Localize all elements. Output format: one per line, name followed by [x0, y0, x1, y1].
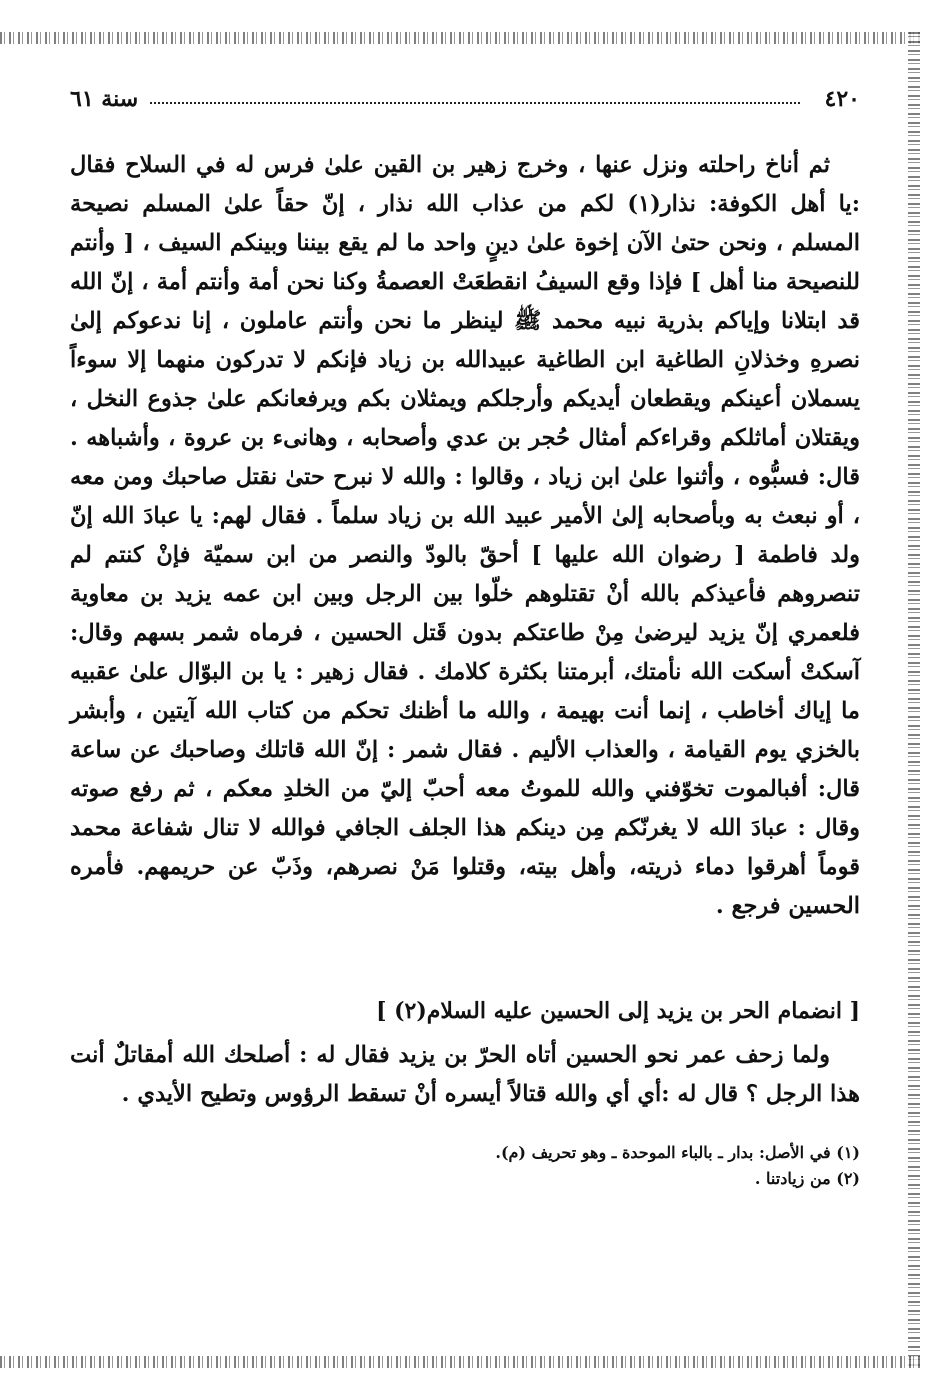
right-ornamental-border: [908, 32, 920, 1368]
running-header: [70, 80, 860, 118]
top-ornamental-border: [0, 32, 920, 44]
main-text: [70, 146, 860, 926]
bottom-ornamental-border: [0, 1356, 920, 1368]
page-number: ٤٢٠: [824, 86, 860, 112]
footnote-1: (١) في الأصل: بدار ـ بالباء الموحدة ـ وهو تحريف (م).: [495, 1143, 860, 1162]
header-dotted-rule: [150, 102, 800, 104]
book-page: [70, 80, 860, 1192]
year-label: سنة ٦١: [70, 86, 139, 112]
main-paragraph: ثم أناخ راحلته ونزل عنها ، وخرج زهير بن القين علىٰ فرس له في السلاح فقال :يا أهل الكوفة: نذار(١) لكم من عذاب الله نذار ، إنّ حقاً علىٰ المسلم نصيحة المسلم ، ونحن حتىٰ الآن إخوة علىٰ دينٍ واحد ما لم يقع بيننا وبينكم السيف ، [ وأنتم للنصيحة منا أهل ] فإذا وقع السيفُ انقطعَتْ العصمةُ وكنا نحن أمة وأنتم أمة ، إنّ الله قد ابتلانا وإياكم بذرية نبيه محمد ﷺ لينظر ما نحن وأنتم عاملون ، إنا ندعوكم إلىٰ نصرهِ وخذلانِ الطاغية ابن الطاغية عبيدالله بن زياد فإنكم لا تدركون منهما إلا سوءاً يسملان أعينكم ويقطعان أيديكم وأرجلكم ويمثلان بكم ويرفعانكم علىٰ جذوع النخل ، ويقتلان أماثلكم وقراءكم أمثال حُجر بن عدي وأصحابه ، وهانىء بن عروة ، وأشباهه . قال: فسبُّوه ، وأثنوا علىٰ ابن زياد ، وقالوا : والله لا نبرح حتىٰ نقتل صاحبك ومن معه ، أو نبعث به وبأصحابه إلىٰ الأمير عبيد الله بن زياد سلماً . فقال لهم: يا عبادَ الله إنّ ولد فاطمة [ رضوان الله عليها ] أحقّ بالودّ والنصر من ابن سميّة فإنْ كنتم لم تنصروهم فأعيذكم بالله أنْ تقتلوهم خلّوا بين الرجل وبين ابن عمه يزيد بن معاوية فلعمري إنّ يزيد ليرضىٰ مِنْ طاعتكم بدون قَتل الحسين ، فرماه شمر بسهم وقال: آسكتْ أسكت الله نأمتك، أبرمتنا بكثرة كلامك . فقال زهير : يا بن البوّال علىٰ عقبيه ما إياك أخاطب ، إنما أنت بهيمة ، والله ما أظنك تحكم من كتاب الله آيتين ، وأبشر بالخزي يوم القيامة ، والعذاب الأليم . فقال شمر : إنّ الله قاتلك وصاحبك عن ساعة قال: أفبالموت تخوّفني والله للموتُ معه أحبّ إليّ من الخلدِ معكم ، ثم رفع صوته وقال : عبادَ الله لا يغرنّكم مِن دينكم هذا الجلف الجافي فوالله لا تنال شفاعة محمد قوماً أهرقوا دماء ذريته، وأهل بيته، وقتلوا مَنْ نصرهم، وذَبّ عن حريمهم. فأمره الحسين فرجع .: [70, 152, 861, 919]
footnotes: [70, 1140, 860, 1192]
section-heading: [ انضمام الحر بن يزيد إلى الحسين عليه السلام(٢) ]: [376, 998, 860, 1024]
footnote-2: (٢) من زيادتنا .: [754, 1169, 860, 1188]
section-paragraph: ولما زحف عمر نحو الحسين أتاه الحرّ بن يزيد فقال له : أصلحك الله أمقاتلٌ أنت هذا الرجل ؟ قال له :أي أي والله قتالاً أيسره أنْ تسقط الرؤوس وتطيح الأيدي .: [70, 1042, 860, 1107]
section-text: [70, 1036, 860, 1114]
